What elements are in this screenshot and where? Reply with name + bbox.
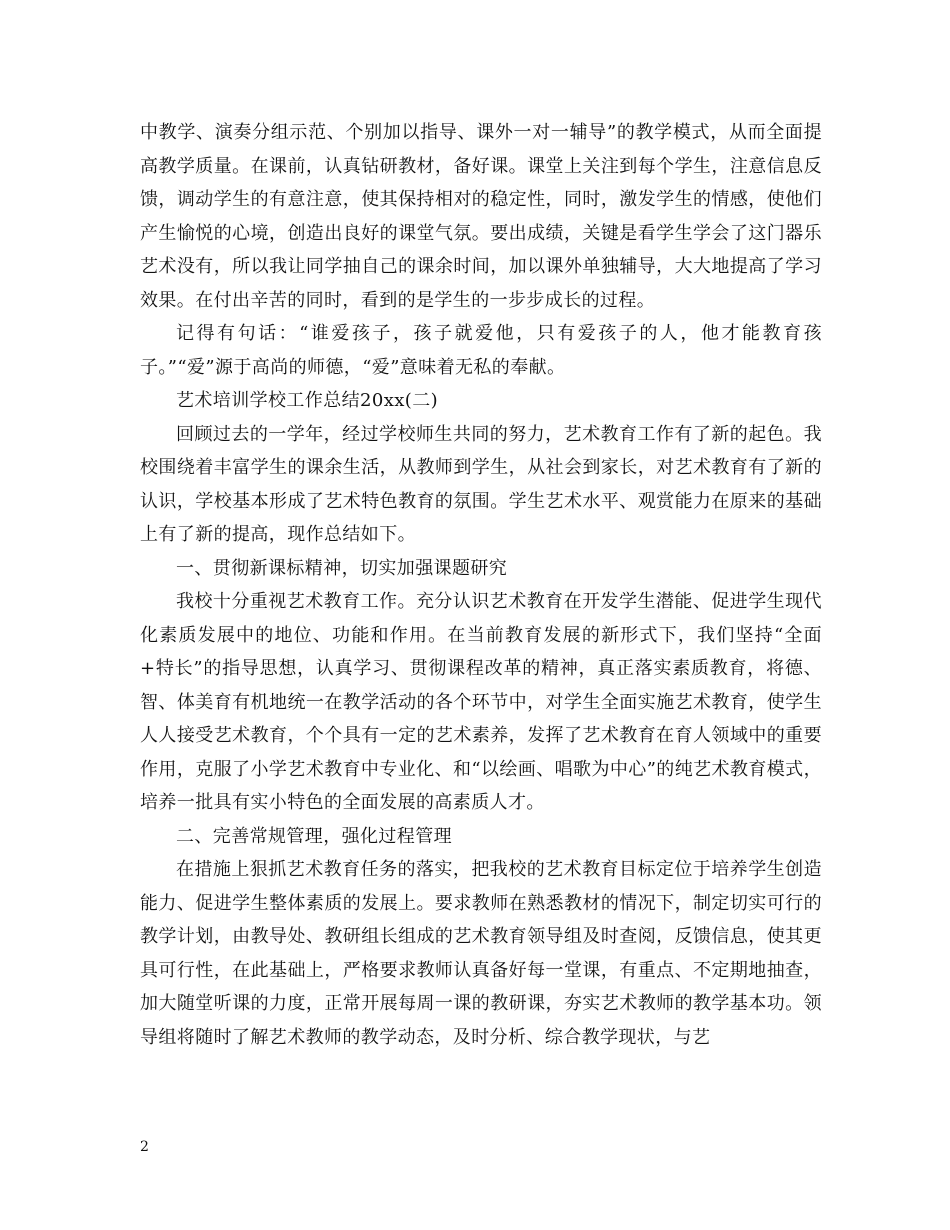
document-body <box>140 116 822 1054</box>
paragraph-curriculum: 我校十分重视艺术教育工作。充分认识艺术教育在开发学生潜能、促进学生现代化素质发展中的地位、功能和作用。在当前教育发展的新形式下，我们坚持“全面+特长”的指导思想，认真学习、贯彻课程改革的精神，真正落实素质教育，将德、智、体美育有机地统一在教学活动的各个环节中，对学生全面实施艺术教育，使学生人人接受艺术教育，个个具有一定的艺术素养，发挥了艺术教育在育人领域中的重要作用，克服了小学艺术教育中专业化、和“以绘画、唱歌为中心”的纯艺术教育模式，培养一批具有实小特色的全面发展的高素质人才。 <box>140 591 822 813</box>
section-heading-2: 二、完善常规管理，强化过程管理 <box>176 825 452 847</box>
paragraph-quote: 记得有句话：“谁爱孩子，孩子就爱他，只有爱孩子的人，他才能教育孩子。”“爱”源于高尚的师德，“爱”意味着无私的奉献。 <box>140 323 822 378</box>
page-number: 2 <box>140 1139 149 1155</box>
section-title: 艺术培训学校工作总结20xx(二) <box>176 390 439 411</box>
paragraph-management: 在措施上狠抓艺术教育任务的落实，把我校的艺术教育目标定位于培养学生创造能力、促进学生整体素质的发展上。要求教师在熟悉教材的情况下，制定切实可行的教学计划，由教导处、教研组长组成的艺术教育领导组及时查阅，反馈信息，使其更具可行性，在此基础上，严格要求教师认真备好每一堂课，有重点、不定期地抽查，加大随堂听课的力度，正常开展每周一课的教研课，夯实艺术教师的教学基本功。领导组将随时了解艺术教师的教学动态，及时分析、综合教学现状，与艺 <box>140 859 822 1048</box>
section-heading-1: 一、贯彻新课标精神，切实加强课题研究 <box>176 557 508 579</box>
paragraph-review: 回顾过去的一学年，经过学校师生共同的努力，艺术教育工作有了新的起色。我校围绕着丰富学生的课余生活，从教师到学生，从社会到家长，对艺术教育有了新的认识，学校基本形成了艺术特色教育的氛围。学生艺术水平、观赏能力在原来的基础上有了新的提高，现作总结如下。 <box>140 423 822 545</box>
paragraph-continuation: 中教学、演奏分组示范、个别加以指导、课外一对一辅导”的教学模式，从而全面提高教学质量。在课前，认真钻研教材，备好课。课堂上关注到每个学生，注意信息反馈，调动学生的有意注意，使其保持相对的稳定性，同时，激发学生的情感，使他们产生愉悦的心境，创造出良好的课堂气氛。要出成绩，关键是看学生学会了这门器乐艺术没有，所以我让同学抽自己的课余时间，加以课外单独辅导，大大地提高了学习效果。在付出辛苦的同时，看到的是学生的一步步成长的过程。 <box>140 122 822 311</box>
